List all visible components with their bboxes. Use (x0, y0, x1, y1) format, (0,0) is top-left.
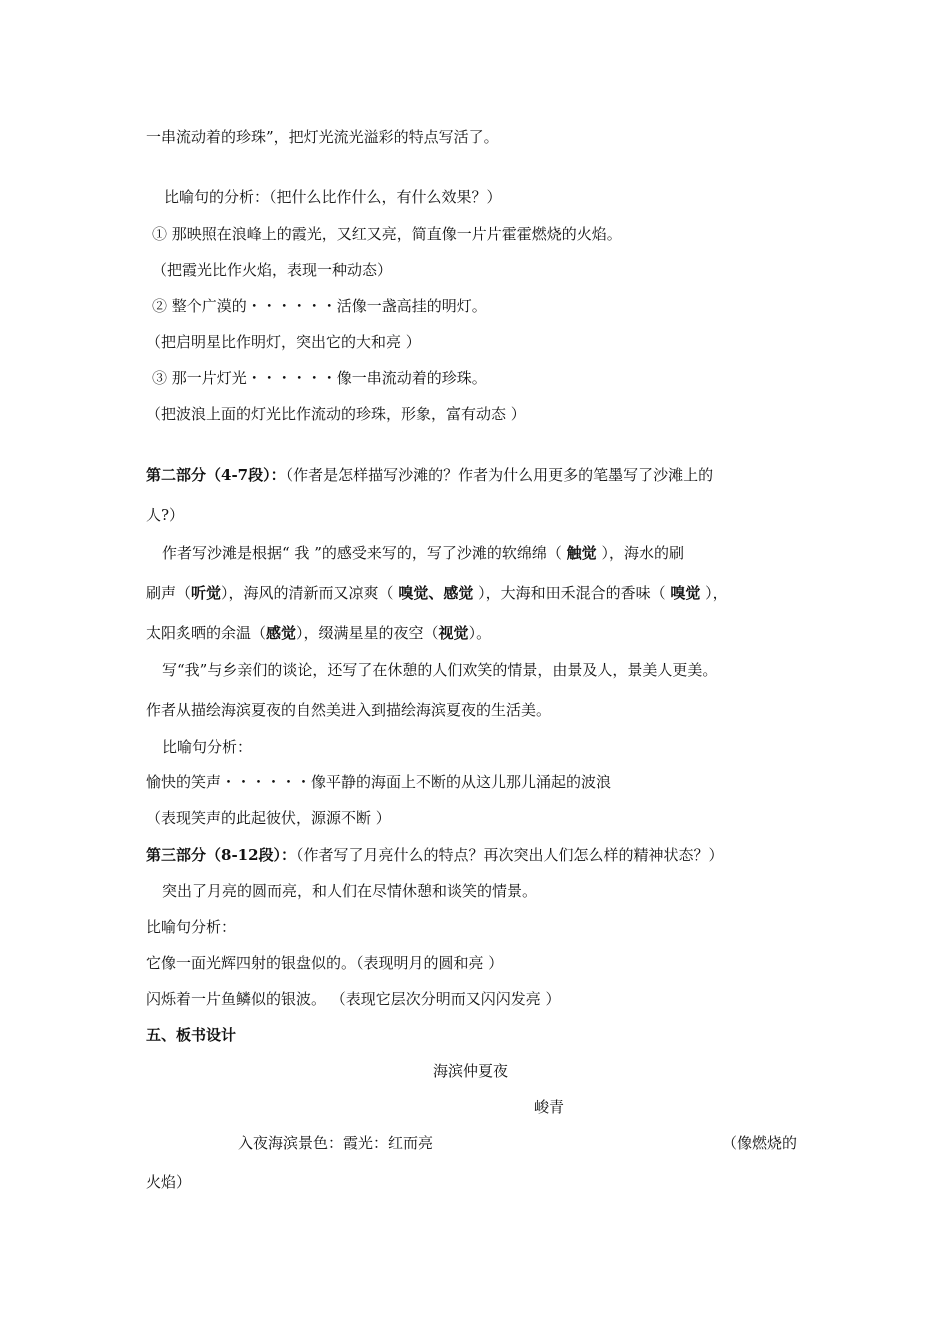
text-line: （把启明星比作明灯，突出它的大和亮 ） (146, 333, 421, 351)
text-line: 它像一面光辉四射的银盘似的。（表现明月的圆和亮 ） (146, 954, 504, 972)
board-line: 入夜海滨景色：霞光：红而亮 (238, 1134, 434, 1152)
text-span: ）， (700, 584, 728, 602)
text-line: 一串流动着的珍珠”，把灯光流光溢彩的特点写活了。 (146, 128, 499, 146)
text-span: 作者写沙滩是根据“ 我 ”的感受来写的，写了沙滩的软绵绵（ (162, 544, 567, 562)
text-line (146, 623, 491, 643)
text-line (146, 583, 728, 603)
section-heading-part-three (146, 845, 724, 865)
text-line: （把波浪上面的灯光比作流动的珍珠，形象，富有动态 ） (146, 405, 526, 423)
text-span: ），海风的清新而又凉爽（ (221, 584, 399, 602)
board-line-note: （像燃烧的 (722, 1134, 798, 1152)
section-heading-part-two (146, 465, 713, 485)
text-line: 闪烁着一片鱼鳞似的银波。 （表现它层次分明而又闪闪发亮 ） (146, 990, 561, 1008)
text-line: 比喻句的分析：（把什么比作什么，有什么效果？） (164, 188, 502, 206)
text-span: ），海水的刷 (596, 544, 684, 562)
text-line (162, 543, 684, 563)
text-span: ）。 (468, 624, 492, 642)
section-title: 第三部分（8-12段）： (146, 846, 297, 864)
answer-bold: 视觉 (438, 624, 469, 642)
text-line: 比喻句分析： (162, 738, 253, 756)
section-question: （作者写了月亮什么的特点？再次突出人们怎么样的精神状态？） (296, 846, 724, 864)
text-line: （表现笑声的此起彼伏，源源不断 ） (146, 809, 391, 827)
answer-bold: 听觉 (191, 584, 222, 602)
answer-bold: 触觉 (566, 544, 597, 562)
text-line: 突出了月亮的圆而亮，和人们在尽情休憩和谈笑的情景。 (162, 882, 538, 900)
text-line: （把霞光比作火焰，表现一种动态） (152, 261, 393, 279)
text-line: 写“我”与乡亲们的谈论，还写了在休憩的人们欢笑的情景，由景及人，景美人更美。 (162, 661, 718, 679)
board-line: 火焰） (146, 1173, 192, 1191)
text-span: 太阳炙晒的余温（ (146, 624, 267, 642)
section-heading-board-design: 五、板书设计 (146, 1026, 237, 1044)
answer-bold: 感觉 (266, 624, 297, 642)
text-line: 比喻句分析： (146, 918, 237, 936)
text-line: ② 整个广漠的・・・・・・活像一盏高挂的明灯。 (152, 297, 487, 315)
text-line: ① 那映照在浪峰上的霞光，又红又亮，简直像一片片霍霍燃烧的火焰。 (152, 225, 622, 243)
section-question: （作者是怎样描写沙滩的？作者为什么用更多的笔墨写了沙滩上的 (285, 466, 714, 484)
text-line: 作者从描绘海滨夏夜的自然美进入到描绘海滨夏夜的生活美。 (146, 701, 552, 719)
section-title: 第二部分（4-7段）： (146, 466, 286, 484)
answer-bold: 嗅觉、感觉 (398, 584, 474, 602)
answer-bold: 嗅觉 (670, 584, 701, 602)
text-span: 刷声（ (146, 584, 192, 602)
text-line: 人?） (146, 506, 185, 524)
text-span: ），缀满星星的夜空（ (296, 624, 439, 642)
board-title: 海滨仲夏夜 (433, 1062, 509, 1080)
text-line: ③ 那一片灯光・・・・・・像一串流动着的珍珠。 (152, 369, 487, 387)
text-line: 愉快的笑声・・・・・・像平静的海面上不断的从这儿那儿涌起的波浪 (146, 773, 612, 791)
text-span: ），大海和田禾混合的香味（ (473, 584, 671, 602)
board-author: 峻青 (534, 1098, 565, 1116)
